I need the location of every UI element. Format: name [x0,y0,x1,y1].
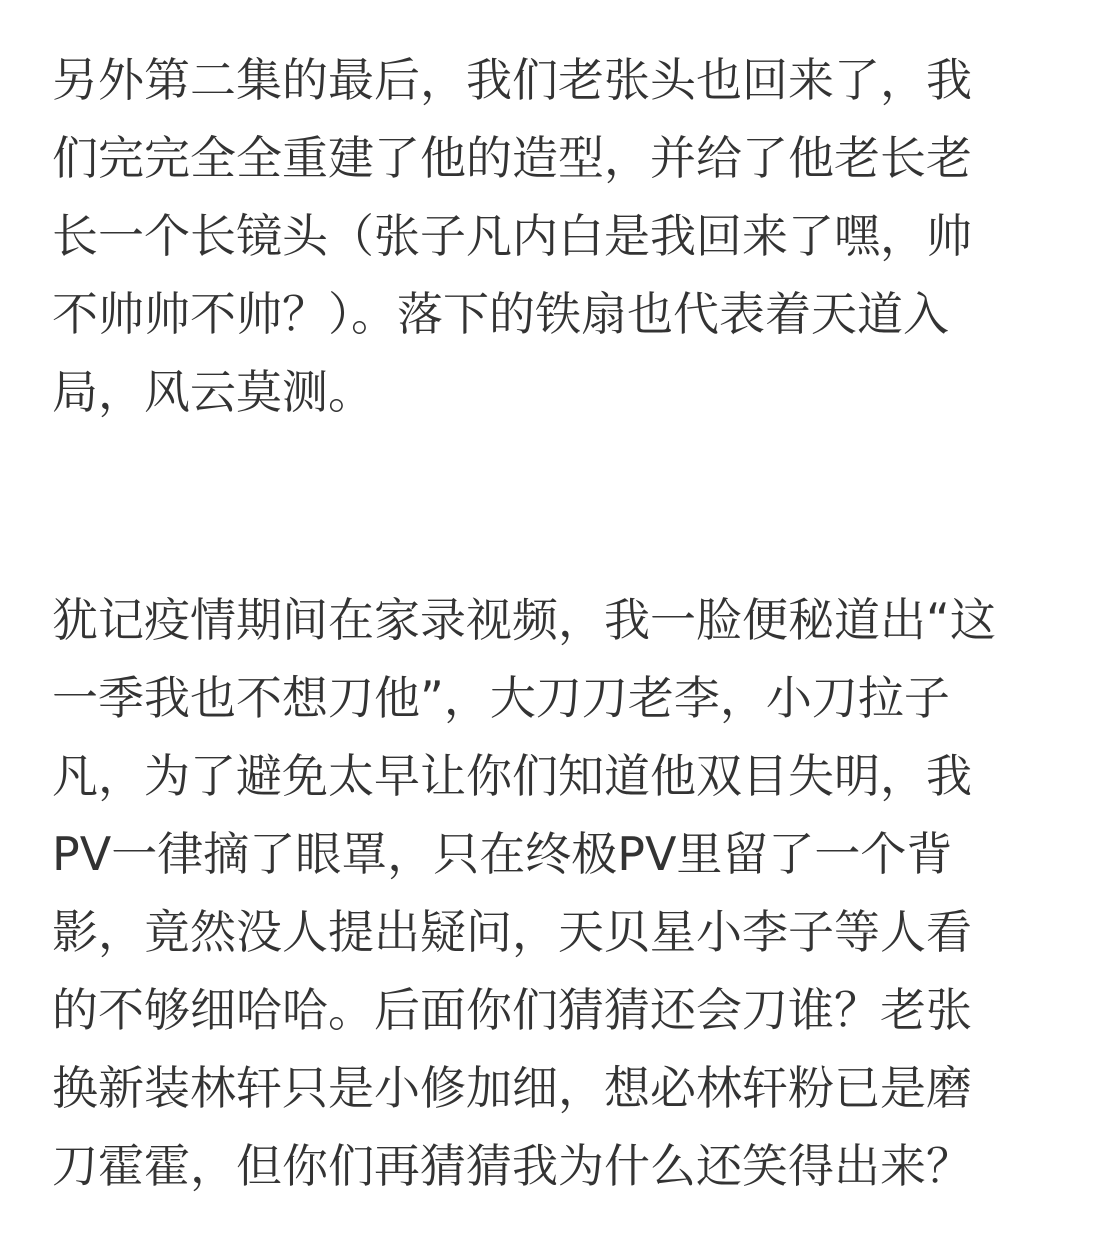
text-line: 刀霍霍，但你们再猜猜我为什么还笑得出来？ [52,1139,972,1193]
text-line: 另外第二集的最后，我们老张头也回来了，我 [52,53,972,107]
paragraph-2 [52,581,1062,1205]
text-line: 长一个长镜头（张子凡内白是我回来了嘿，帅 [52,209,972,263]
text-line: 凡，为了避免太早让你们知道他双目失明，我 [52,749,972,803]
paragraph-1 [52,41,1062,431]
text-line: PV一律摘了眼罩，只在终极PV里留了一个背 [52,827,953,881]
text-line: 们完完全全重建了他的造型，并给了他老长老 [52,131,972,185]
text-line: 换新装林轩只是小修加细，想必林轩粉已是磨 [52,1061,972,1115]
article-body [52,41,1062,1205]
text-line: 影，竟然没人提出疑问，天贝星小李子等人看 [52,905,972,959]
text-line: 不帅帅不帅？）。落下的铁扇也代表着天道入 [52,287,949,341]
text-line: 一季我也不想刀他”，大刀刀老李，小刀拉子 [52,671,950,725]
paragraph-spacer [52,431,1062,581]
text-line: 犹记疫情期间在家录视频，我一脸便秘道出“这 [52,593,996,647]
text-line: 的不够细哈哈。后面你们猜猜还会刀谁？老张 [52,983,972,1037]
text-line: 局，风云莫测。 [52,365,374,419]
